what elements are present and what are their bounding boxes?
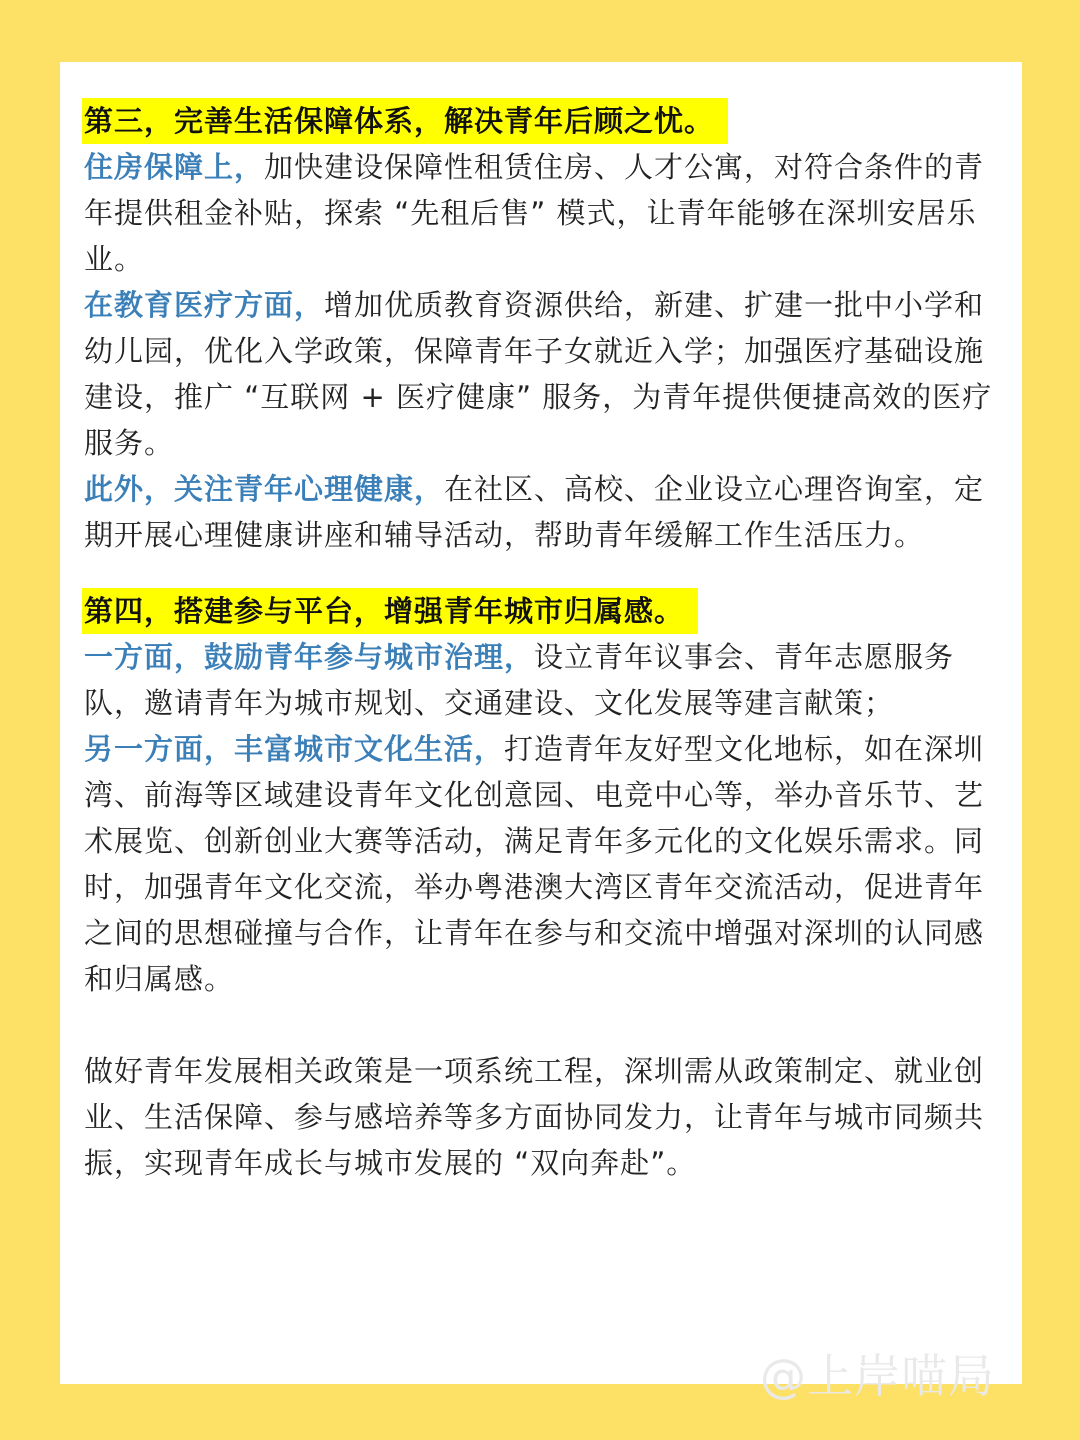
paragraph-mental-health <box>84 466 1004 558</box>
paragraph-text: 加快建设保障性租赁住房、人才公寓，对符合条件的青年提供租金补贴，探索 “先租后售” 模式，让青年能够在深圳安居乐业。 <box>84 150 985 276</box>
section-heading: 第三，完善生活保障体系，解决青年后顾之忧。 <box>82 98 728 144</box>
paragraph-text: 打造青年友好型文化地标，如在深圳湾、前海等区域建设青年文化创意园、电竞中心等，举办音乐节、艺术展览、创新创业大赛等活动，满足青年多元化的文化娱乐需求。同时，加强青年文化交流，举办粤港澳大湾区青年交流活动，促进青年之间的思想碰撞与合作，让青年在参与和交流中增强对深圳的认同感和归属感。 <box>84 732 985 996</box>
conclusion-paragraph: 做好青年发展相关政策是一项系统工程，深圳需从政策制定、就业创业、生活保障、参与感培养等多方面协同发力，让青年与城市同频共振，实现青年成长与城市发展的 “双向奔赴”。 <box>84 1054 985 1180</box>
paragraph-lead: 住房保障上， <box>84 150 265 184</box>
section-heading: 第四，搭建参与平台，增强青年城市归属感。 <box>82 588 698 634</box>
section-three <box>84 98 1004 558</box>
paragraph-housing <box>84 144 1004 282</box>
paragraph-lead: 在教育医疗方面， <box>84 288 325 322</box>
content-card <box>60 62 1022 1403</box>
watermark: @上岸喵局 <box>760 1349 995 1403</box>
paragraph-lead: 一方面，鼓励青年参与城市治理， <box>84 640 535 674</box>
paragraph-lead: 此外，关注青年心理健康， <box>84 472 445 506</box>
paragraph-text: 设立青年议事会、青年志愿服务队，邀请青年为城市规划、交通建设、文化发展等建言献策； <box>84 640 955 720</box>
paragraph-text: 在社区、高校、企业设立心理咨询室，定期开展心理健康讲座和辅导活动，帮助青年缓解工作生活压力。 <box>84 472 985 552</box>
paragraph-lead: 另一方面，丰富城市文化生活， <box>84 732 505 766</box>
section-four <box>84 588 1004 1002</box>
paragraph-text: 增加优质教育资源供给，新建、扩建一批中小学和幼儿园，优化入学政策，保障青年子女就近入学；加强医疗基础设施建设，推广 “互联网 + 医疗健康” 服务，为青年提供便捷高效的医疗服务。 <box>84 288 993 460</box>
article-body <box>84 98 1004 1186</box>
paragraph-education-medical <box>84 282 1004 466</box>
paragraph-culture <box>84 726 1004 1002</box>
paragraph-governance <box>84 634 1004 726</box>
